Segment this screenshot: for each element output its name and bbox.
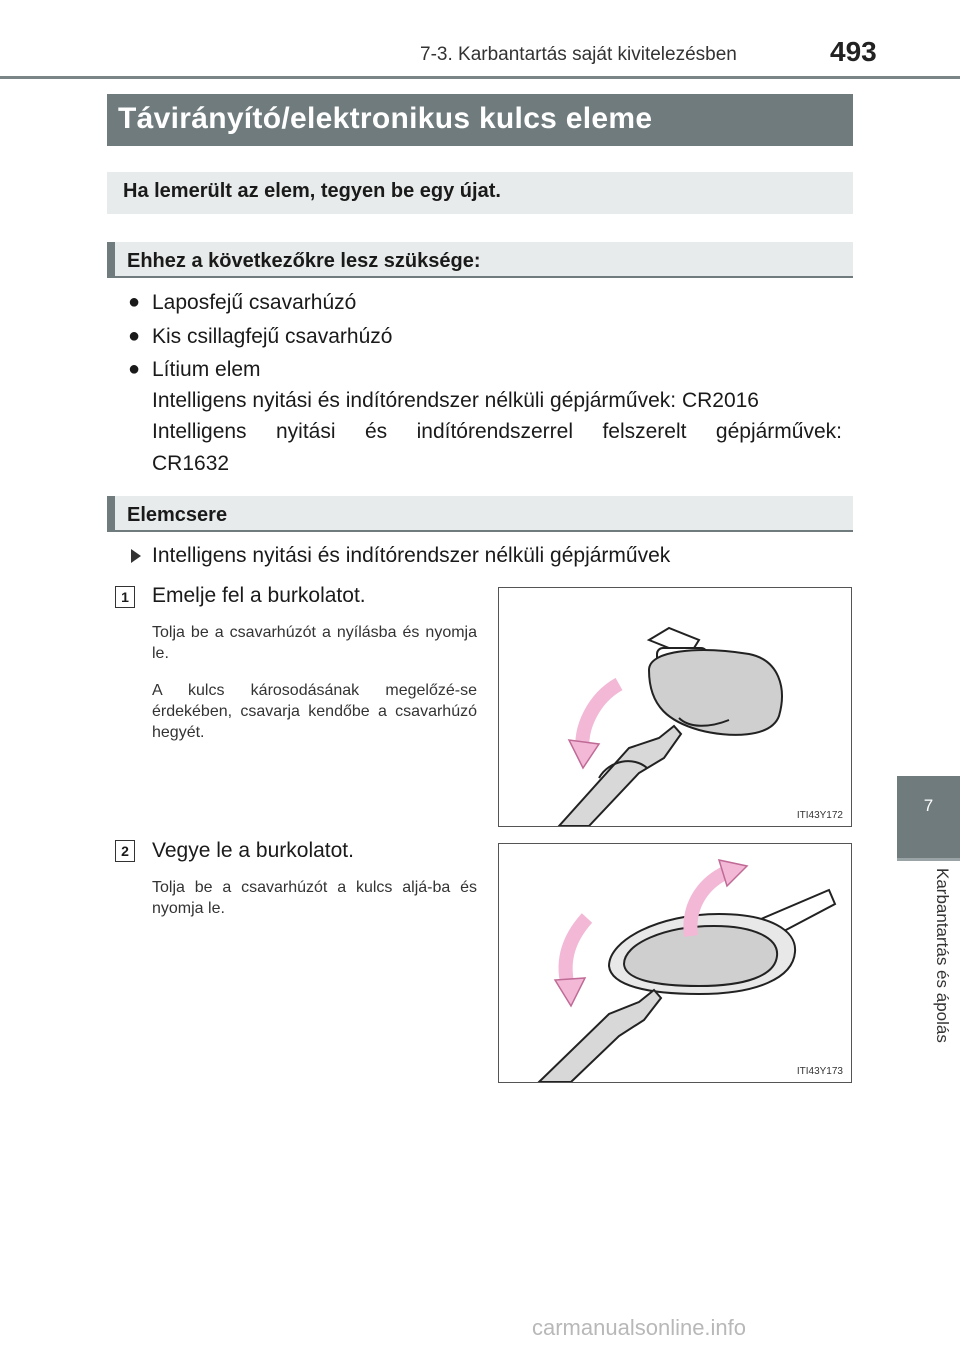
battery-detail: Intelligens nyitási és indítórendszerrel felszerelt gépjárművek: — [152, 420, 842, 443]
watermark: carmanualsonline.info — [532, 1315, 747, 1340]
triangle-bullet-icon — [131, 549, 141, 563]
chapter-label: Karbantartás és ápolás — [933, 868, 952, 1043]
bullet-icon: ● — [128, 291, 141, 313]
replacement-heading: Elemcsere — [127, 504, 228, 526]
requirement-item: Lítium elem — [152, 358, 261, 381]
requirements-heading: Ehhez a következőkre lesz szüksége: — [127, 250, 481, 272]
step-note: Tolja be a csavarhúzót a nyílásba és nyomja le. — [152, 624, 477, 662]
chapter-tab-divider — [897, 858, 960, 861]
chapter-number: 7 — [923, 796, 934, 815]
page-title: Távirányító/elektronikus kulcs eleme — [118, 102, 653, 135]
battery-detail: CR1632 — [152, 452, 230, 475]
chapter-tab — [897, 776, 960, 858]
bullet-icon: ● — [128, 358, 141, 380]
step-instruction: Vegye le a burkolatot. — [152, 839, 354, 862]
step-number-box: 1 — [115, 586, 135, 608]
figure-code: ITI43Y172 — [796, 810, 843, 821]
intro-text: Ha lemerült az elem, tegyen be egy újat. — [123, 180, 501, 202]
replacement-subheading: Intelligens nyitási és indítórendszer nélküli gépjárművek — [152, 544, 671, 567]
page-number: 493 — [830, 36, 877, 67]
figure-code: ITI43Y173 — [796, 1066, 843, 1077]
requirement-item: Laposfejű csavarhúzó — [152, 291, 357, 314]
step-number-box: 2 — [115, 840, 135, 862]
key-illustration — [499, 844, 851, 1082]
step-note: A kulcs károsodásának megelőzé-se érdekében, csavarja kendőbe a csavarhúzó hegyét. — [152, 682, 477, 741]
step-note: Tolja be a csavarhúzót a kulcs aljá-ba és nyomja le. — [152, 879, 477, 917]
bullet-icon: ● — [128, 325, 141, 347]
requirement-item: Kis csillagfejű csavarhúzó — [152, 325, 393, 348]
battery-detail: Intelligens nyitási és indítórendszer nélküli gépjárművek: CR2016 — [152, 389, 759, 412]
figure-remove-cover — [498, 843, 852, 1083]
key-illustration — [499, 588, 851, 826]
step-instruction: Emelje fel a burkolatot. — [152, 584, 366, 607]
header-divider — [0, 76, 960, 79]
figure-lift-cover — [498, 587, 852, 827]
header-section-title: 7-3. Karbantartás saját kivitelezésben — [420, 44, 737, 65]
